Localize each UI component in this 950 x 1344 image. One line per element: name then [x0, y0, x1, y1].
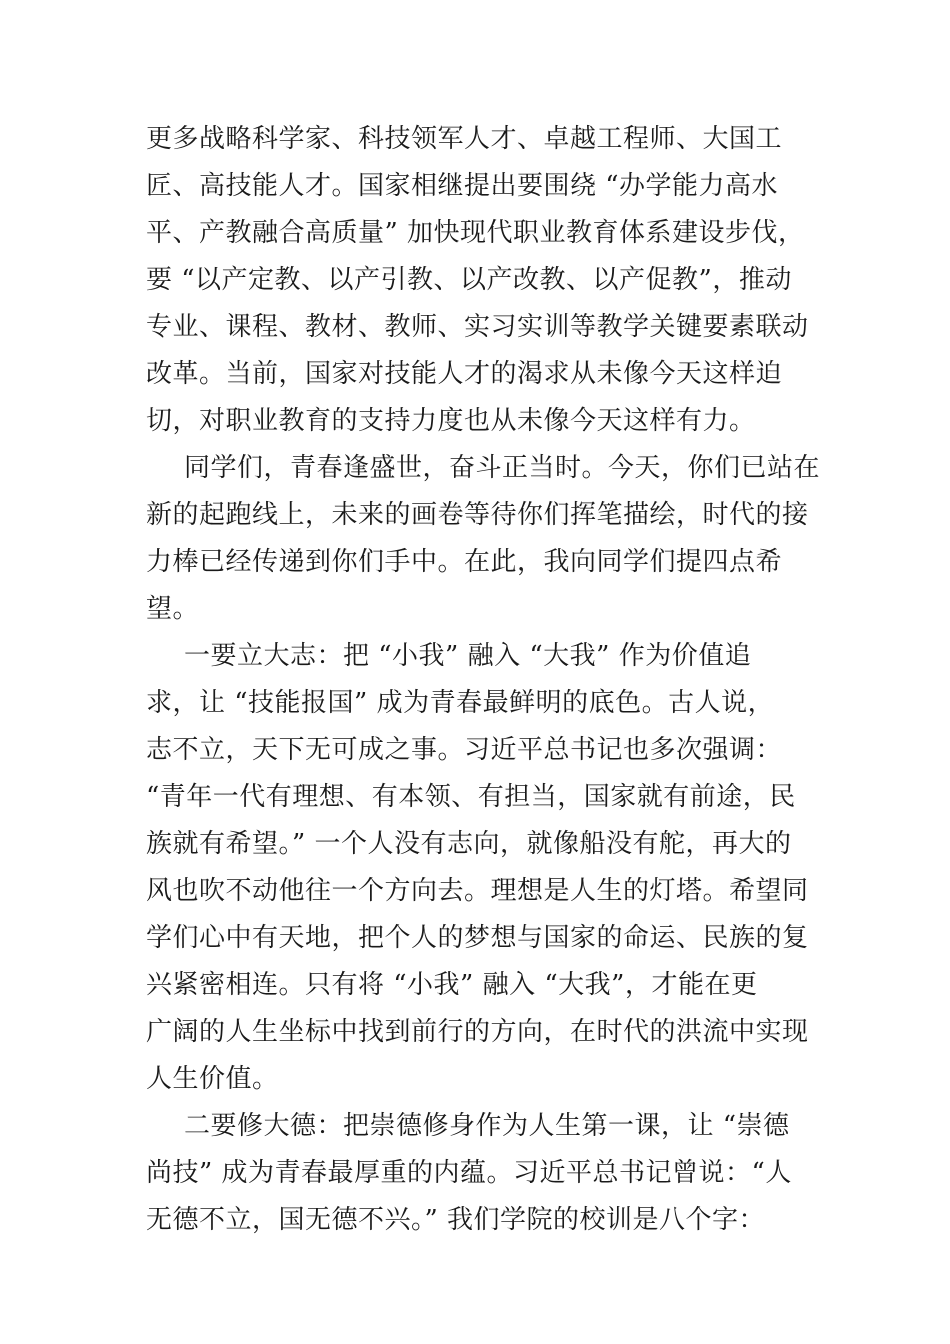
text-line: 广阔的人生坐标中找到前行的方向，在时代的洪流中实现: [146, 1017, 809, 1047]
text-line: 尚技” 成为青春最厚重的内蕴。习近平总书记曾说：“人: [146, 1158, 792, 1188]
text-line: 族就有希望。” 一个人没有志向，就像船没有舵，再大的: [146, 829, 792, 859]
text-line: 二要修大德：把崇德修身作为人生第一课，让 “崇德: [184, 1111, 790, 1141]
text-line: “青年一代有理想、有本领、有担当，国家就有前途，民: [146, 782, 796, 812]
text-line: 学们心中有天地，把个人的梦想与国家的命运、民族的复: [146, 923, 809, 953]
text-line: 匠、高技能人才。国家相继提出要围绕 “办学能力高水: [146, 171, 779, 201]
text-line: 无德不立，国无德不兴。” 我们学院的校训是八个字：: [146, 1205, 766, 1235]
text-line: 求，让 “技能报国” 成为青春最鲜明的底色。古人说，: [146, 688, 775, 718]
text-line: 兴紧密相连。只有将 “小我” 融入 “大我”，才能在更: [146, 970, 758, 1000]
text-line: 新的起跑线上，未来的画卷等待你们挥笔描绘，时代的接: [146, 500, 809, 530]
text-line: 志不立，天下无可成之事。习近平总书记也多次强调：: [146, 735, 783, 765]
paragraph-3: [146, 633, 809, 1103]
text-line: 平、产教融合高质量” 加快现代职业教育体系建设步伐，: [146, 218, 805, 248]
text-line: 一要立大志：把 “小我” 融入 “大我” 作为价值追: [184, 641, 752, 671]
text-line: 改革。当前，国家对技能人才的渴求从未像今天这样迫: [146, 359, 783, 389]
text-line: 风也吹不动他往一个方向去。理想是人生的灯塔。希望同: [146, 876, 809, 906]
text-line: 望。: [146, 594, 200, 624]
text-line: 要 “以产定教、以产引教、以产改教、以产促教”，推动: [146, 265, 792, 295]
text-line: 专业、课程、教材、教师、实习实训等教学关键要素联动: [146, 312, 809, 342]
paragraph-4: [146, 1103, 806, 1244]
text-line: 人生价值。: [146, 1064, 279, 1094]
text-line: 更多战略科学家、科技领军人才、卓越工程师、大国工: [146, 124, 783, 154]
text-line: 切，对职业教育的支持力度也从未像今天这样有力。: [146, 406, 756, 436]
text-line: 同学们，青春逢盛世，奋斗正当时。今天，你们已站在: [184, 453, 821, 483]
document-page: [146, 116, 821, 1244]
text-line: 力棒已经传递到你们手中。在此，我向同学们提四点希: [146, 547, 783, 577]
paragraph-2: [146, 445, 821, 633]
paragraph-1: [146, 116, 809, 445]
